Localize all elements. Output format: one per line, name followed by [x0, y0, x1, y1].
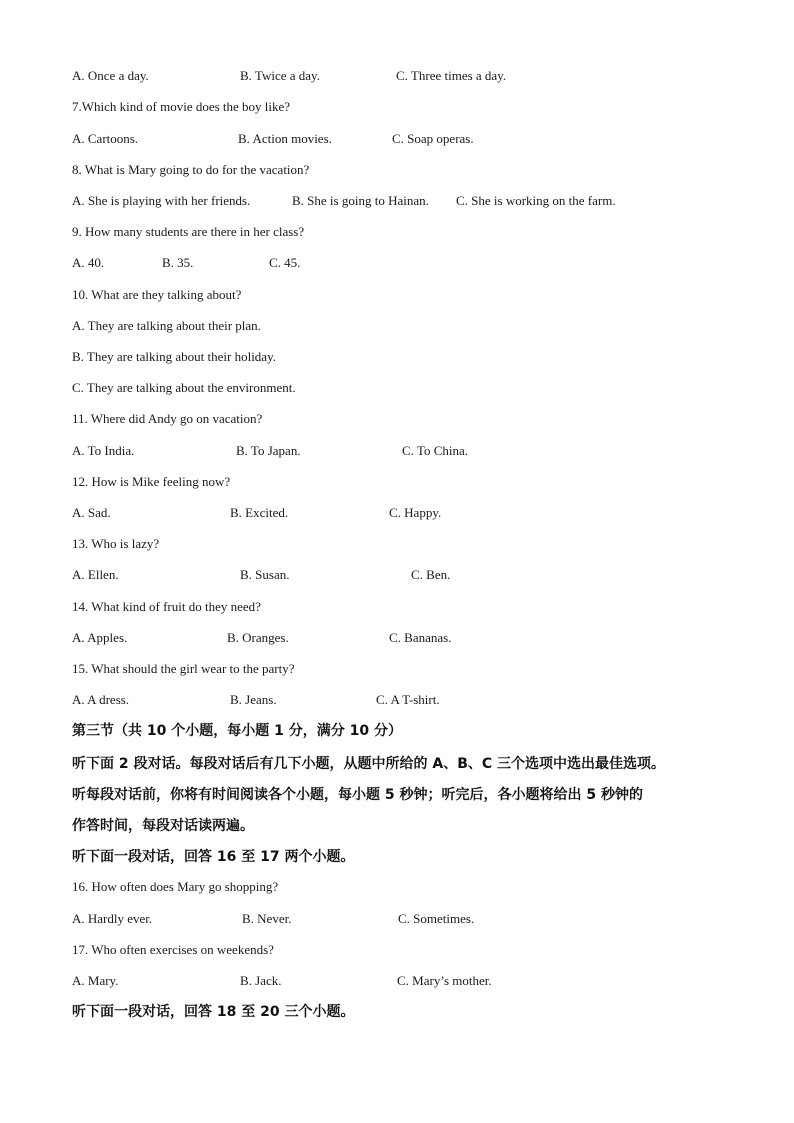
q12-option-b: B. Excited.	[230, 505, 289, 520]
q17-question: 17. Who often exercises on weekends?	[72, 942, 274, 957]
q7-question: 7.Which kind of movie does the boy like?	[72, 99, 291, 114]
q11-option-a: A. To India.	[72, 443, 135, 458]
q15-option-c: C. A T-shirt.	[376, 692, 440, 707]
q6-option-c: C. Three times a day.	[396, 68, 507, 83]
q8-question: 8. What is Mary going to do for the vacation?	[72, 162, 310, 177]
q9-option-b: B. 35.	[162, 255, 194, 270]
q9-option-c: C. 45.	[269, 255, 301, 270]
q13-option-a: A. Ellen.	[72, 567, 119, 582]
q7-option-c: C. Soap operas.	[392, 131, 474, 146]
q6-option-a: A. Once a day.	[72, 68, 149, 83]
q16-option-c: C. Sometimes.	[398, 911, 475, 926]
q11-option-b: B. To Japan.	[236, 443, 301, 458]
q7-option-a: A. Cartoons.	[72, 131, 139, 146]
dialog2-intro: 听下面一段对话，回答 18 至 20 三个小题。	[72, 1004, 355, 1020]
q16-option-b: B. Never.	[242, 911, 292, 926]
q13-question: 13. Who is lazy?	[72, 536, 160, 551]
q10-option-a: A. They are talking about their plan.	[72, 318, 261, 333]
dialog1-intro: 听下面一段对话，回答 16 至 17 两个小题。	[72, 849, 355, 865]
q10-question: 10. What are they talking about?	[72, 287, 242, 302]
q15-option-b: B. Jeans.	[230, 692, 277, 707]
q17-option-a: A. Mary.	[72, 973, 119, 988]
q16-option-a: A. Hardly ever.	[72, 911, 153, 926]
q6-option-b: B. Twice a day.	[240, 68, 320, 83]
q11-option-c: C. To China.	[402, 443, 469, 458]
section3-heading: 第三节（共 10 个小题，每小题 1 分，满分 10 分）	[72, 723, 402, 739]
q13-option-b: B. Susan.	[240, 567, 290, 582]
section3-instruction-line-1: 听下面 2 段对话。每段对话后有几下小题，从题中所给的 A、B、C 三个选项中选出最佳选项。	[72, 756, 666, 772]
q14-question: 14. What kind of fruit do they need?	[72, 599, 261, 614]
q10-option-c: C. They are talking about the environment.	[72, 380, 296, 395]
q14-option-b: B. Oranges.	[227, 630, 289, 645]
q15-question: 15. What should the girl wear to the party?	[72, 661, 295, 676]
q9-option-a: A. 40.	[72, 255, 105, 270]
q16-question: 16. How often does Mary go shopping?	[72, 879, 279, 894]
section3-instruction-line-2: 听每段对话前，你将有时间阅读各个小题，每小题 5 秒钟；听完后，各小题将给出 5 秒钟的	[72, 787, 643, 803]
q14-option-a: A. Apples.	[72, 630, 128, 645]
q8-option-a: A. She is playing with her friends.	[72, 193, 251, 208]
q17-option-c: C. Mary’s mother.	[397, 973, 492, 988]
section3-instruction-line-3: 作答时间，每段对话读两遍。	[72, 818, 254, 834]
q12-option-a: A. Sad.	[72, 505, 111, 520]
q7-option-b: B. Action movies.	[238, 131, 332, 146]
q17-option-b: B. Jack.	[240, 973, 282, 988]
q8-option-b: B. She is going to Hainan.	[292, 193, 429, 208]
q9-question: 9. How many students are there in her class?	[72, 224, 305, 239]
q10-option-b: B. They are talking about their holiday.	[72, 349, 276, 364]
q14-option-c: C. Bananas.	[389, 630, 452, 645]
q15-option-a: A. A dress.	[72, 692, 130, 707]
q13-option-c: C. Ben.	[411, 567, 451, 582]
q8-option-c: C. She is working on the farm.	[456, 193, 616, 208]
q11-question: 11. Where did Andy go on vacation?	[72, 411, 263, 426]
q12-question: 12. How is Mike feeling now?	[72, 474, 231, 489]
q12-option-c: C. Happy.	[389, 505, 442, 520]
